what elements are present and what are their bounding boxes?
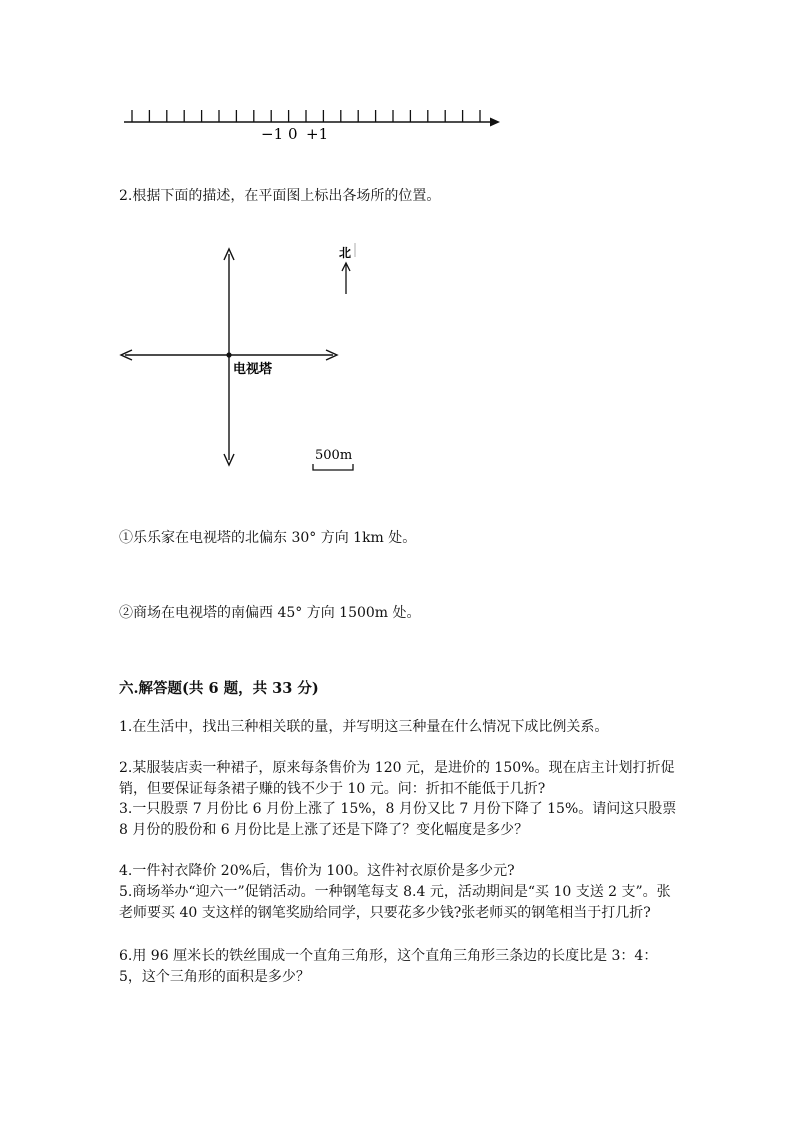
map-diagram — [115, 238, 375, 474]
number-line-label-minus-one: −1 — [261, 125, 284, 143]
question-3-text: 3.一只股票 7 月份比 6 月份上涨了 15%，8 月份又比 7 月份下降了 15%。请问这只股票 8 月份的股份和 6 月份比是上涨了还是下降了？变化幅度是多少？ — [119, 801, 677, 838]
question-6-text: 6.用 96 厘米长的铁丝围成一个直角三角形，这个直角三角形三条边的长度比是 3：4：5，这个三角形的面积是多少？ — [119, 948, 658, 985]
question-6 — [119, 946, 679, 987]
q2-instruction: 2.根据下面的描述，在平面图上标出各场所的位置。 — [119, 188, 441, 204]
number-line-label-plus-one: +1 — [306, 125, 329, 143]
map-center-label: 电视塔 — [233, 362, 273, 377]
number-line-label-zero: 0 — [288, 125, 298, 143]
number-line — [118, 100, 508, 150]
section-6-title: 六.解答题(共 6 题，共 33 分) — [119, 680, 319, 697]
question-2-text: 2.某服装店卖一种裙子，原来每条售价为 120 元，是进价的 150%。现在店主计划打折促销，但要保证每条裙子赚的钱不少于 10 元。问：折扣不能低于几折? — [119, 760, 675, 797]
question-1 — [119, 717, 679, 738]
number-line-ticks — [132, 110, 480, 122]
scale-bar — [313, 464, 353, 470]
question-4 — [119, 861, 679, 882]
number-line-arrowhead — [490, 118, 500, 127]
question-2 — [119, 758, 679, 799]
scale-label: 500m — [315, 448, 353, 463]
question-1-text: 1.在生活中，找出三种相关联的量，并写明这三种量在什么情况下成比例关系。 — [119, 719, 609, 735]
q2-item-1: ①乐乐家在电视塔的北偏东 30° 方向 1km 处。 — [119, 530, 417, 546]
map-origin-dot — [226, 352, 231, 357]
question-3 — [119, 799, 679, 840]
question-4-text: 4.一件衬衣降价 20%后，售价为 100。这件衬衣原价是多少元? — [119, 863, 515, 879]
q2-item-2: ②商场在电视塔的南偏西 45° 方向 1500m 处。 — [119, 605, 421, 621]
north-label: 北 — [339, 246, 352, 260]
question-5-text: 5.商场举办“迎六一”促销活动。一种钢笔每支 8.4 元，活动期间是“买 10 支送 2 支”。张老师要买 40 支这样的钢笔奖励给同学，只要花多少钱?张老师买的钢笔相当于打几折? — [119, 884, 671, 921]
question-5 — [119, 882, 679, 923]
